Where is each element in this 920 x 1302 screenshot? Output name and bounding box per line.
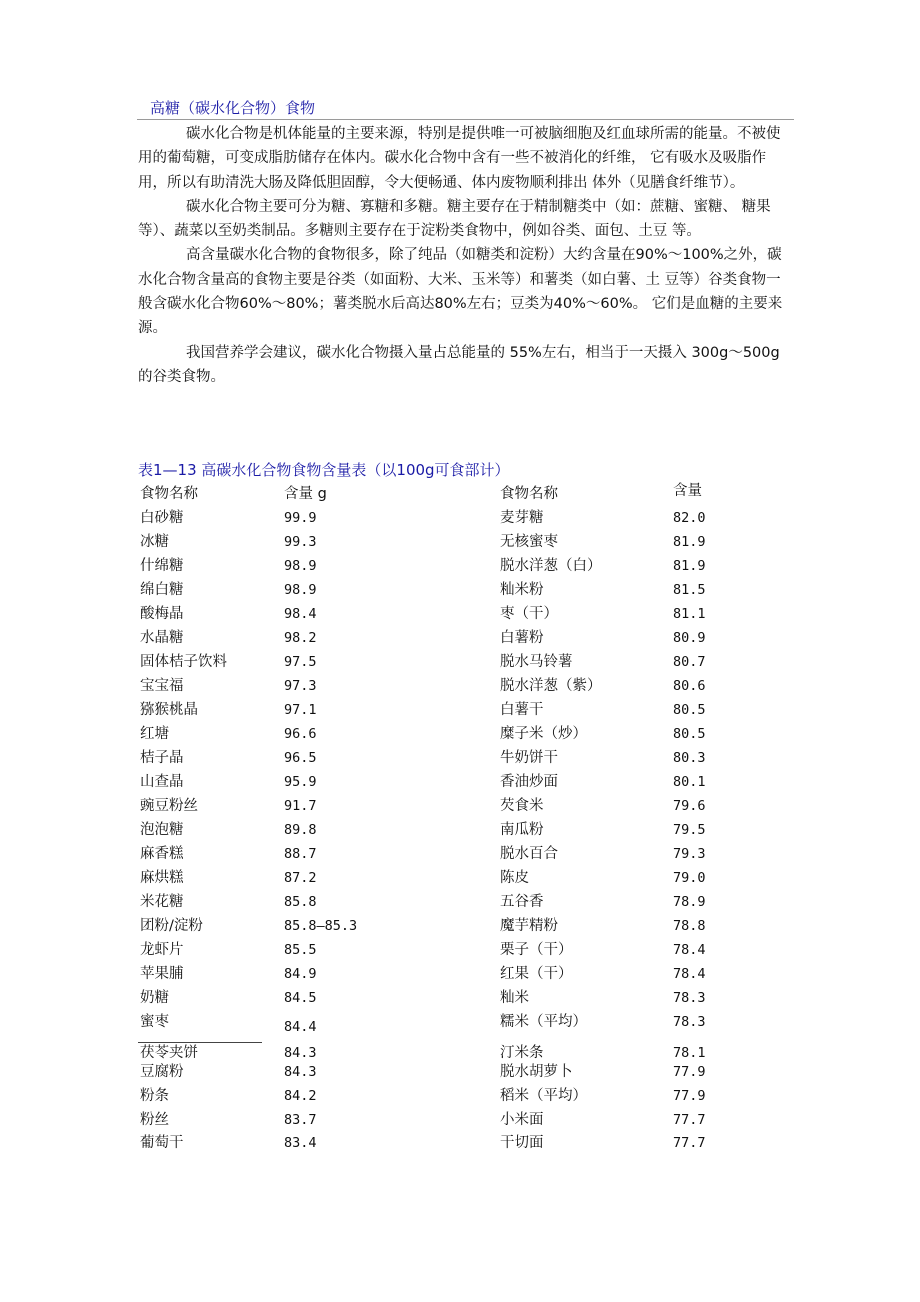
table-cell-content-right: 78.9 bbox=[673, 894, 706, 910]
table-cell-content-left: 97.5 bbox=[284, 654, 317, 670]
table-cell-content-left: 83.4 bbox=[284, 1135, 317, 1151]
table-cell-content-right: 80.5 bbox=[673, 726, 706, 742]
paragraph-4: 我国营养学会建议，碳水化合物摄入量占总能量的 55%左右，相当于一天摄入 300g〜500g 的谷类食物。 bbox=[138, 344, 780, 385]
table-cell-food-name-left: 酸梅晶 bbox=[140, 606, 184, 622]
table-cell-food-name-left: 麻烘糕 bbox=[140, 870, 184, 886]
table-cell-food-name-left: 豆腐粉 bbox=[140, 1064, 184, 1080]
table-cell-content-right: 78.3 bbox=[673, 990, 706, 1006]
table-cell-content-right: 79.6 bbox=[673, 798, 706, 814]
table-cell-food-name-left: 白砂糖 bbox=[140, 510, 184, 526]
paragraph-1: 碳水化合物是机体能量的主要来源，特别是提供唯一可被脑细胞及红血球所需的能量。不被使用的葡萄糖，可变成脂肪储存在体内。碳水化合物中含有一些不被消化的纤维， 它有吸水及吸脂作用，所以有助清洗大肠及降低胆固醇，令大便畅通、体内废物顺利排出 体外（见膳食纤维节）。 bbox=[138, 126, 781, 191]
table-cell-food-name-left: 固体桔子饮料 bbox=[140, 654, 227, 670]
table-cell-food-name-right: 脱水洋葱（紫） bbox=[500, 678, 602, 694]
table-cell-content-left: 85.8 bbox=[284, 894, 317, 910]
table-cell-content-left: 84.2 bbox=[284, 1088, 317, 1104]
table-cell-food-name-right: 白薯干 bbox=[500, 702, 544, 718]
table-cell-content-right: 81.5 bbox=[673, 582, 706, 598]
table-cell-food-name-right: 南瓜粉 bbox=[500, 822, 544, 838]
table-cell-content-left: 85.8—85.3 bbox=[284, 918, 358, 934]
table-cell-food-name-left: 苹果脯 bbox=[140, 966, 184, 982]
header-food-name-left: 食物名称 bbox=[140, 486, 198, 502]
table-cell-content-left: 97.3 bbox=[284, 678, 317, 694]
table-cell-content-right: 78.4 bbox=[673, 966, 706, 982]
table-cell-content-left: 87.2 bbox=[284, 870, 317, 886]
table-cell-food-name-right: 芡食米 bbox=[500, 798, 544, 814]
table-cell-food-name-left: 米花糖 bbox=[140, 894, 184, 910]
table-cell-content-right: 81.9 bbox=[673, 558, 706, 574]
table-cell-content-right: 80.1 bbox=[673, 774, 706, 790]
table-cell-content-right: 80.5 bbox=[673, 702, 706, 718]
table-cell-content-right: 80.3 bbox=[673, 750, 706, 766]
table-cell-content-left: 84.4 bbox=[284, 1019, 317, 1035]
table-cell-content-right: 79.0 bbox=[673, 870, 706, 886]
section-heading: 高糖（碳水化合物）食物 bbox=[150, 99, 316, 117]
table-cell-food-name-left: 龙虾片 bbox=[140, 942, 184, 958]
table-cell-content-right: 80.6 bbox=[673, 678, 706, 694]
table-short-rule bbox=[138, 1042, 262, 1043]
table-cell-food-name-left: 奶糖 bbox=[140, 990, 169, 1006]
table-cell-food-name-right: 陈皮 bbox=[500, 870, 529, 886]
table-cell-food-name-right: 脱水百合 bbox=[500, 846, 558, 862]
header-food-name-right: 食物名称 bbox=[500, 486, 558, 502]
table-cell-food-name-left: 泡泡糖 bbox=[140, 822, 184, 838]
table-cell-food-name-right: 脱水胡萝卜 bbox=[500, 1064, 573, 1080]
table-cell-food-name-left: 茯苓夹饼 bbox=[140, 1045, 198, 1061]
table-cell-content-left: 99.9 bbox=[284, 510, 317, 526]
table-cell-food-name-right: 红果（干） bbox=[500, 966, 573, 982]
table-cell-content-right: 77.9 bbox=[673, 1064, 706, 1080]
table-cell-food-name-right: 籼米粉 bbox=[500, 582, 544, 598]
table-cell-food-name-left: 猕猴桃晶 bbox=[140, 702, 198, 718]
table-cell-content-left: 98.4 bbox=[284, 606, 317, 622]
table-cell-content-left: 83.7 bbox=[284, 1112, 317, 1128]
table-cell-content-right: 79.5 bbox=[673, 822, 706, 838]
table-cell-content-left: 91.7 bbox=[284, 798, 317, 814]
table-cell-food-name-left: 冰糖 bbox=[140, 534, 169, 550]
table-cell-food-name-left: 水晶糖 bbox=[140, 630, 184, 646]
table-cell-content-right: 77.7 bbox=[673, 1112, 706, 1128]
table-cell-content-left: 89.8 bbox=[284, 822, 317, 838]
table-cell-content-left: 88.7 bbox=[284, 846, 317, 862]
table-cell-content-right: 78.4 bbox=[673, 942, 706, 958]
table-cell-food-name-right: 栗子（干） bbox=[500, 942, 573, 958]
table-cell-content-right: 78.1 bbox=[673, 1045, 706, 1061]
table-cell-food-name-right: 小米面 bbox=[500, 1112, 544, 1128]
table-cell-content-right: 77.7 bbox=[673, 1135, 706, 1151]
table-cell-food-name-right: 香油炒面 bbox=[500, 774, 558, 790]
table-cell-content-left: 84.3 bbox=[284, 1045, 317, 1061]
table-cell-food-name-right: 稻米（平均） bbox=[500, 1088, 587, 1104]
table-cell-content-right: 80.7 bbox=[673, 654, 706, 670]
paragraph-3: 高含量碳水化合物的食物很多，除了纯品（如糖类和淀粉）大约含量在90%〜100%之外，碳水化合物含量高的食物主要是谷类（如面粉、大米、玉米等）和薯类（如白薯、土 豆等）谷类食物一般含碳水化合物60%〜80%；薯类脱水后高达80%左右；豆类为40%〜60%。 它们是血糖的主要来源。 bbox=[138, 247, 783, 337]
table-cell-food-name-right: 脱水马铃薯 bbox=[500, 654, 573, 670]
table-cell-food-name-left: 红塘 bbox=[140, 726, 169, 742]
table-cell-content-left: 85.5 bbox=[284, 942, 317, 958]
table-cell-content-left: 97.1 bbox=[284, 702, 317, 718]
table-cell-food-name-right: 干切面 bbox=[500, 1135, 544, 1151]
header-content-left: 含量 g bbox=[284, 486, 327, 502]
table-cell-food-name-right: 无核蜜枣 bbox=[500, 534, 558, 550]
table-cell-content-left: 98.9 bbox=[284, 558, 317, 574]
table-cell-food-name-left: 山查晶 bbox=[140, 774, 184, 790]
table-cell-food-name-left: 豌豆粉丝 bbox=[140, 798, 198, 814]
table-cell-food-name-left: 桔子晶 bbox=[140, 750, 184, 766]
table-cell-food-name-left: 麻香糕 bbox=[140, 846, 184, 862]
table-cell-content-left: 99.3 bbox=[284, 534, 317, 550]
table-cell-food-name-right: 五谷香 bbox=[500, 894, 544, 910]
table-cell-food-name-right: 糜子米（炒） bbox=[500, 726, 587, 742]
table-cell-content-right: 82.0 bbox=[673, 510, 706, 526]
table-cell-food-name-right: 籼米 bbox=[500, 990, 529, 1006]
table-cell-content-left: 98.9 bbox=[284, 582, 317, 598]
table-cell-content-right: 77.9 bbox=[673, 1088, 706, 1104]
table-cell-food-name-left: 粉丝 bbox=[140, 1112, 169, 1128]
table-cell-content-right: 79.3 bbox=[673, 846, 706, 862]
table-cell-content-left: 96.5 bbox=[284, 750, 317, 766]
table-cell-content-left: 84.3 bbox=[284, 1064, 317, 1080]
table-cell-food-name-right: 糯米（平均） bbox=[500, 1014, 587, 1030]
header-content-right: 含量 bbox=[673, 483, 702, 499]
table-cell-food-name-right: 枣（干） bbox=[500, 606, 558, 622]
table-cell-food-name-left: 什绵糖 bbox=[140, 558, 184, 574]
table-cell-food-name-left: 葡萄干 bbox=[140, 1135, 184, 1151]
table-cell-content-right: 81.9 bbox=[673, 534, 706, 550]
table-cell-content-right: 81.1 bbox=[673, 606, 706, 622]
table-cell-content-left: 84.5 bbox=[284, 990, 317, 1006]
table-cell-food-name-left: 宝宝福 bbox=[140, 678, 184, 694]
table-cell-content-left: 95.9 bbox=[284, 774, 317, 790]
table-cell-content-left: 96.6 bbox=[284, 726, 317, 742]
table-cell-food-name-left: 团粉/淀粉 bbox=[140, 918, 203, 934]
table-cell-food-name-left: 绵白糖 bbox=[140, 582, 184, 598]
table-cell-food-name-left: 粉条 bbox=[140, 1088, 169, 1104]
heading-underline bbox=[137, 119, 794, 120]
table-cell-content-right: 80.9 bbox=[673, 630, 706, 646]
table-title: 表1—13 高碳水化合物食物含量表（以100g可食部计） bbox=[138, 461, 510, 479]
paragraph-2: 碳水化合物主要可分为糖、寡糖和多糖。糖主要存在于精制糖类中（如：蔗糖、蜜糖、 糖果等）、蔬菜以至奶类制品。多糖则主要存在于淀粉类食物中，例如谷类、面包、土豆 等。 bbox=[138, 198, 771, 240]
table-cell-food-name-left: 蜜枣 bbox=[140, 1014, 169, 1030]
table-cell-food-name-right: 汀米条 bbox=[500, 1045, 544, 1061]
table-cell-content-left: 84.9 bbox=[284, 966, 317, 982]
table-cell-food-name-right: 白薯粉 bbox=[500, 630, 544, 646]
table-cell-food-name-right: 麦芽糖 bbox=[500, 510, 544, 526]
table-cell-content-right: 78.8 bbox=[673, 918, 706, 934]
body-text bbox=[138, 122, 783, 389]
table-cell-content-left: 98.2 bbox=[284, 630, 317, 646]
table-cell-food-name-right: 魔芋精粉 bbox=[500, 918, 558, 934]
table-cell-food-name-right: 牛奶饼干 bbox=[500, 750, 558, 766]
table-cell-content-right: 78.3 bbox=[673, 1014, 706, 1030]
table-cell-food-name-right: 脱水洋葱（白） bbox=[500, 558, 602, 574]
